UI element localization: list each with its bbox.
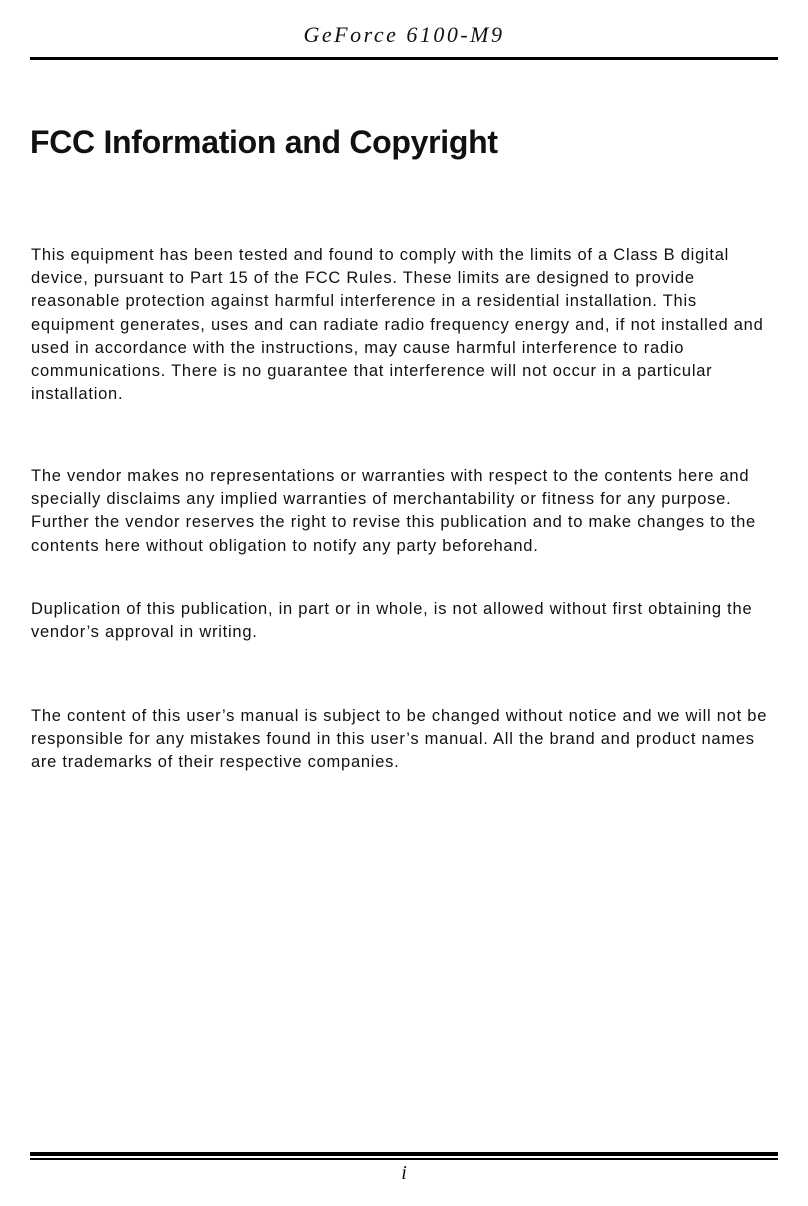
- page-title: FCC Information and Copyright: [30, 124, 498, 160]
- running-header: GeForce 6100-M9: [303, 22, 505, 47]
- header-rule: [30, 57, 778, 60]
- warranty-disclaimer-paragraph: The vendor makes no representations or warranties with respect to the contents here and specially disclaims any implied warranties of merchantability or fitness for any purpose. Further the vendor reserves the right to revise this publication and to make changes to the contents here without obligation to notify any party beforehand.: [31, 467, 756, 555]
- page-number: i: [401, 1162, 407, 1184]
- duplication-notice-paragraph: Duplication of this publication, in part or in whole, is not allowed without first obtaining the vendor’s approval in writing.: [31, 600, 753, 642]
- footer-rule-thin: [30, 1158, 778, 1160]
- fcc-compliance-paragraph: This equipment has been tested and found to comply with the limits of a Class B digital device, pursuant to Part 15 of the FCC Rules. These limits are designed to provide reasonable protection against harmful interference in a residential installation. This equipment generates, uses and can radiate radio frequency energy and, if not installed and used in accordance with the instructions, may cause harmful interference to radio communications. There is no guarantee that interference will not occur in a particular installation.: [31, 246, 764, 404]
- footer-rule-thick: [30, 1152, 778, 1156]
- trademark-notice-paragraph: The content of this user’s manual is subject to be changed without notice and we will not be responsible for any mistakes found in this user’s manual. All the brand and product names are trademarks of their respective companies.: [31, 707, 768, 772]
